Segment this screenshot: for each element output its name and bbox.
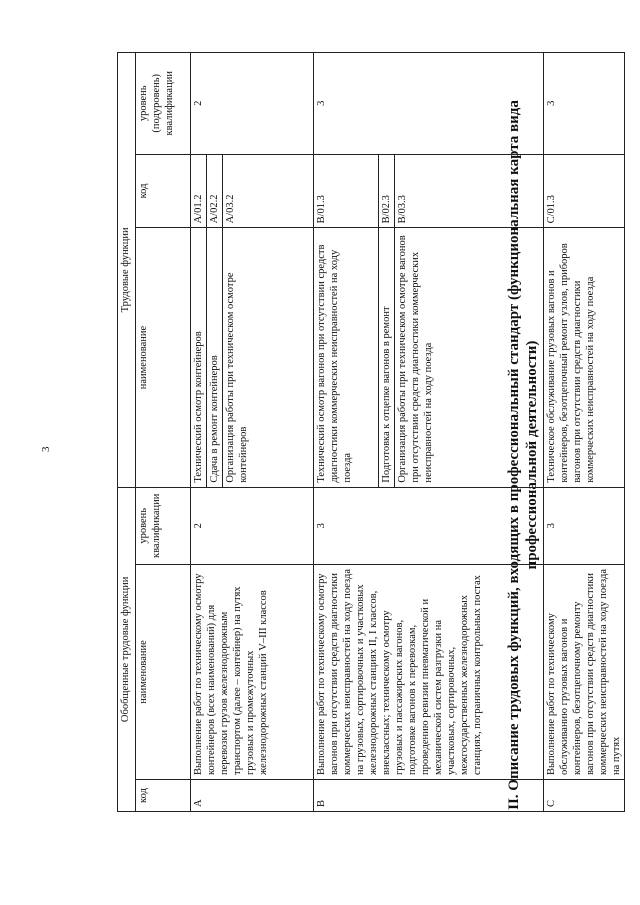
page-number: 3	[40, 446, 52, 452]
header-gen-code: код	[136, 780, 191, 812]
group-level: 2	[191, 487, 314, 564]
table-row	[191, 53, 207, 812]
group-level: 3	[544, 487, 625, 564]
header-func-code: код	[136, 154, 191, 228]
header-func-name: наименование	[136, 228, 191, 487]
function-code: C/01.3	[544, 154, 625, 228]
function-code: B/01.3	[314, 154, 379, 228]
function-name: Организация работы при техническом осмотре контейнеров	[223, 228, 314, 487]
group-name: Выполнение работ по техническому осмотру вагонов при отсутствии средств диагностики коммерческих неисправностей на ходу поезда на грузовых, сортировочных и участковых железнодорожных станциях II, I классов, внеклассных; техническому осмотру грузовых и пассажирских вагонов, подготовке вагонов к перевозкам, проведению ревизии пневматической и механической систем разгрузки на участковых, сортировочных, межгосударственных железнодорожных станциях, пограничных контрольных постах	[314, 564, 544, 779]
header-gen-level: уровень квалификации	[136, 487, 191, 564]
group-level: 3	[314, 487, 544, 564]
heading-line-1: II. Описание трудовых функций, входящих в профессиональный стандарт (функциональная карта вида	[506, 100, 522, 810]
group-code: A	[191, 780, 314, 812]
function-name: Сдача в ремонт контейнеров	[207, 228, 223, 487]
heading-line-2: профессиональной деятельности)	[524, 340, 540, 570]
function-code: A/01.2	[191, 154, 207, 228]
functional-map-table	[117, 52, 625, 812]
function-code: B/03.3	[395, 154, 544, 228]
function-sublevel: 2	[191, 53, 314, 155]
function-name: Техническое обслуживание грузовых вагонов и контейнеров, безотцепочный ремонт узлов, приборов вагонов при отсутствии средств диагностики коммерческих неисправностей на ходу поезда	[544, 228, 625, 487]
function-name: Технический осмотр вагонов при отсутствии средств диагностики коммерческих неисправностей на ходу поезда	[314, 228, 379, 487]
group-code: C	[544, 780, 625, 812]
header-labor-functions: Трудовые функции	[118, 53, 136, 488]
group-code: B	[314, 780, 544, 812]
header-gen-name: наименование	[136, 564, 191, 779]
function-code: A/03.2	[223, 154, 314, 228]
function-name: Подготовка к отцепке вагонов в ремонт	[379, 228, 395, 487]
function-name: Технический осмотр контейнеров	[191, 228, 207, 487]
function-sublevel: 3	[314, 53, 544, 155]
group-name: Выполнение работ по техническому осмотру контейнеров (всех наименований) для перевозки грузов железнодорожным транспортом (далее – контейнер) на путях грузовых и промежуточных железнодорожных станций V–III классов	[191, 564, 314, 779]
table-row	[544, 53, 625, 812]
function-sublevel: 3	[544, 53, 625, 155]
table-row	[314, 53, 379, 812]
header-generalized-functions: Обобщенные трудовые функции	[118, 487, 136, 811]
group-name: Выполнение работ по техническому обслуживанию грузовых вагонов и контейнеров, безотцепочному ремонту вагонов при отсутствии средств диагностики коммерческих неисправностей на ходу поезда на путях	[544, 564, 625, 779]
function-name: Организация работы при техническом осмотре вагонов при отсутствии средств диагностики коммерческих неисправностей на ходу поезда	[395, 228, 544, 487]
function-code: A/02.2	[207, 154, 223, 228]
header-func-sublevel: уровень (подуровень) квалификации	[136, 53, 191, 155]
function-code: B/02.3	[379, 154, 395, 228]
